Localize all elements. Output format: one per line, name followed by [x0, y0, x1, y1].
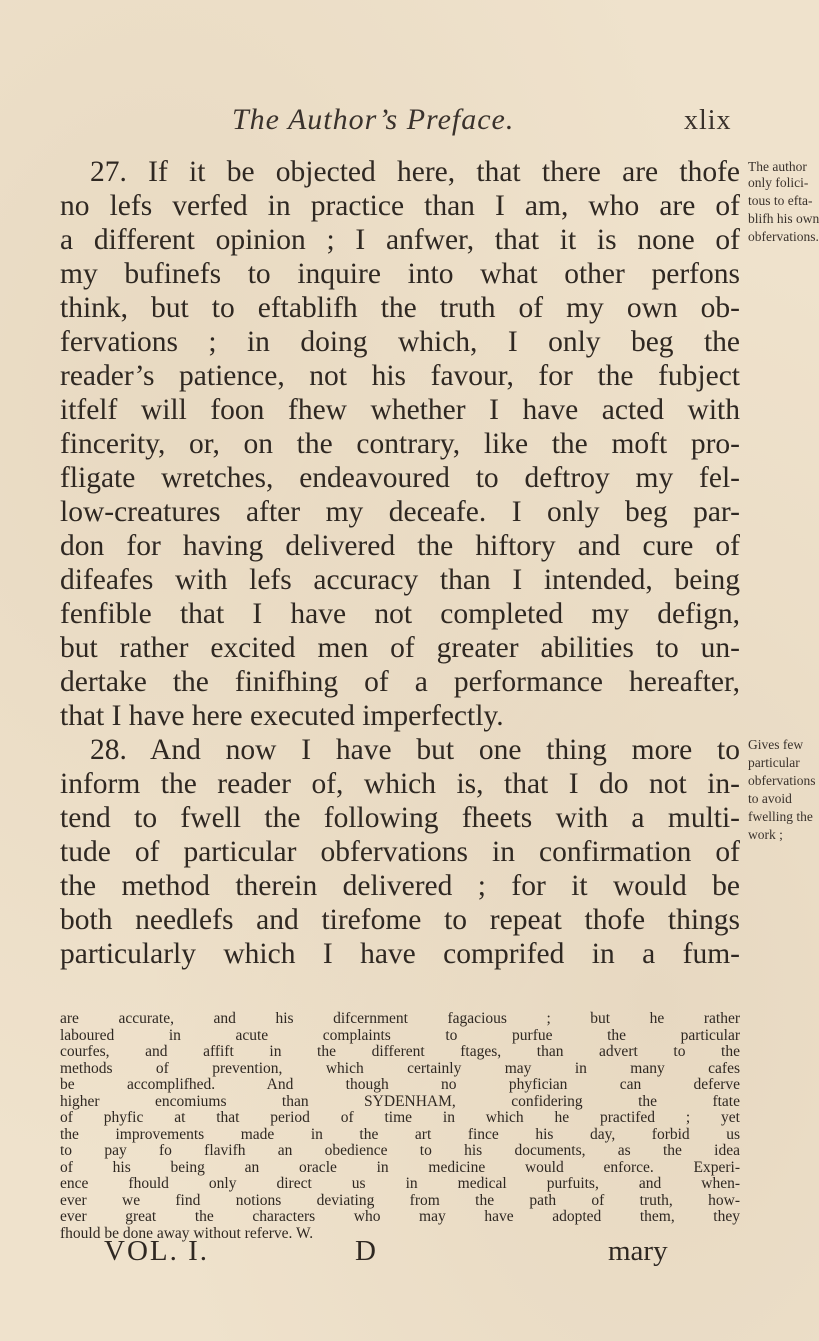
text-line: a different opinion ; I anfwer, that it is none of	[60, 224, 740, 256]
text-line: tend to fwell the following fheets with a multi-	[60, 802, 740, 834]
margin-note-line: to avoid	[748, 791, 792, 806]
text-line: fenfible that I have not completed my defign,	[60, 598, 740, 630]
margin-note-line: The author	[748, 159, 807, 174]
text-line: don for having delivered the hiftory and cure of	[60, 530, 740, 562]
footnote-line: of phyfic at that period of time in which he practifed ; yet	[60, 1109, 740, 1126]
text-line: the method therein delivered ; for it would be	[60, 870, 740, 902]
text-line: fincerity, or, on the contrary, like the moft pro-	[60, 428, 740, 460]
margin-note-line: particular	[748, 755, 800, 770]
margin-note-line: tous to efta-	[748, 193, 813, 208]
text-line: itfelf will foon fhew whether I have acted with	[60, 394, 740, 426]
text-line: low-creatures after my deceafe. I only beg par-	[60, 496, 740, 528]
margin-note-line: obfervations	[748, 773, 816, 788]
text-line: both needlefs and tirefome to repeat thofe things	[60, 904, 740, 936]
catchword: mary	[608, 1235, 668, 1267]
text-line: no lefs verfed in practice than I am, who are of	[60, 190, 740, 222]
footnote-line: of his being an oracle in medicine would enforce. Experi-	[60, 1158, 740, 1176]
margin-note-line: fwelling the	[748, 809, 813, 824]
page-footer	[0, 1235, 800, 1271]
page-number: xlix	[684, 105, 732, 136]
text-line: reader’s patience, not his favour, for the fubject	[60, 360, 740, 392]
footnote-line: to pay fo flavifh an obedience to his documents, as the idea	[60, 1142, 740, 1159]
volume-label: VOL. I.	[104, 1235, 210, 1267]
footnote-line: courfes, and affift in the different ftages, than advert to the	[60, 1043, 740, 1060]
text-line: fligate wretches, endeavoured to deftroy my fel-	[60, 462, 740, 494]
text-line: particularly which I have comprifed in a fum-	[60, 938, 740, 970]
footnote-line: fhould be done away without referve. W.	[60, 1224, 314, 1242]
text-line: that I have here executed imperfectly.	[60, 700, 504, 732]
text-line: 28. And now I have but one thing more to	[90, 734, 740, 766]
footnote-line: laboured in acute complaints to purfue the particular	[60, 1026, 740, 1044]
text-line: fervations ; in doing which, I only beg the	[60, 326, 740, 358]
footnote-line: are accurate, and his difcernment fagacious ; but he rather	[60, 1010, 740, 1027]
text-line: think, but to eftablifh the truth of my own ob-	[60, 292, 740, 324]
footnote-line: methods of prevention, which certainly may in many cafes	[60, 1059, 740, 1077]
margin-note-line: blifh his own	[748, 211, 819, 226]
text-line: but rather excited men of greater abilities to un-	[60, 632, 740, 664]
margin-note-line: work ;	[748, 827, 783, 842]
margin-note-line: Gives few	[748, 737, 804, 752]
margin-note-line: obfervations.	[748, 229, 819, 244]
footnote-line: ever we find notions deviating from the path of truth, how-	[60, 1191, 740, 1209]
footnote-line: higher encomiums than SYDENHAM, confidering the ftate	[60, 1092, 740, 1110]
text-line: 27. If it be objected here, that there are thofe	[90, 156, 740, 188]
text-line: inform the reader of, which is, that I do not in-	[60, 768, 740, 800]
text-line: my bufinefs to inquire into what other perfons	[60, 258, 740, 290]
text-line: difeafes with lefs accuracy than I intended, being	[60, 564, 740, 596]
footnote-line: ever great the characters who may have adopted them, they	[60, 1208, 740, 1225]
footnote-line: ence fhould only direct us in medical purfuits, and when-	[60, 1175, 740, 1192]
footnote-line: be accomplifhed. And though no phyfician can deferve	[60, 1076, 740, 1093]
text-line: tude of particular obfervations in confirmation of	[60, 836, 740, 868]
running-title: The Author’s Preface.	[232, 103, 515, 136]
signature-mark: D	[355, 1235, 376, 1267]
margin-note-line: only folici-	[748, 175, 809, 190]
page-header	[0, 103, 800, 143]
text-line: dertake the finifhing of a performance hereafter,	[60, 666, 740, 698]
footnote-line: the improvements made in the art fince his day, forbid us	[60, 1125, 740, 1143]
